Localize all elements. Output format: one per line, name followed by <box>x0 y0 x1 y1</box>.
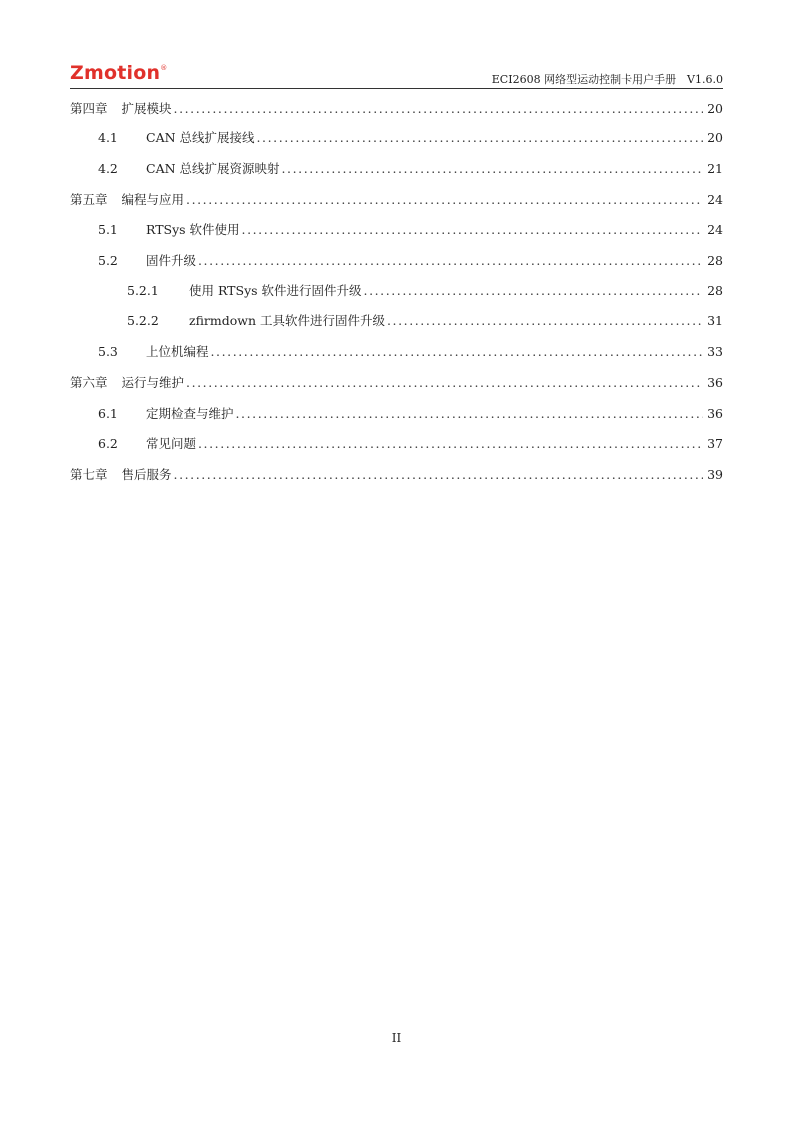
toc-leader-dots <box>198 432 703 456</box>
toc-page-number: 28 <box>707 253 723 268</box>
toc-entry[interactable] <box>98 432 723 456</box>
toc-page-number: 37 <box>707 436 723 451</box>
toc-entry[interactable] <box>70 97 723 121</box>
toc-page-number: 36 <box>707 375 723 390</box>
toc-entry[interactable] <box>98 126 723 150</box>
toc-title: 定期检查与维护 <box>146 406 234 421</box>
toc-leader-dots <box>236 402 703 426</box>
toc-title: 上位机编程 <box>146 344 209 359</box>
toc-leader-dots <box>174 463 703 487</box>
toc-page-number: 24 <box>707 192 723 207</box>
toc-leader-dots <box>364 279 703 303</box>
toc-title: zfirmdown 工具软件进行固件升级 <box>189 313 386 328</box>
toc-number: 4.1 <box>98 130 118 145</box>
toc-title: 编程与应用 <box>121 192 185 207</box>
document-title: ECI2608 网络型运动控制卡用户手册 V1.6.0 <box>491 73 723 86</box>
toc-leader-dots <box>198 249 703 273</box>
toc-page-number: 20 <box>707 101 723 116</box>
toc-entry[interactable] <box>127 279 723 303</box>
toc-number: 第四章 <box>70 101 108 116</box>
toc-number: 5.2 <box>98 253 118 268</box>
toc-page-number: 39 <box>707 467 723 482</box>
toc-entry[interactable] <box>70 371 723 395</box>
toc-leader-dots <box>242 218 703 242</box>
toc-number: 6.1 <box>98 406 118 421</box>
toc-leader-dots <box>174 97 703 121</box>
toc-leader-dots <box>387 309 703 333</box>
toc-title: 固件升级 <box>146 253 197 268</box>
toc-page-number: 36 <box>707 406 723 421</box>
toc-page-number: 24 <box>707 222 723 237</box>
toc-page-number: 31 <box>707 313 723 328</box>
toc-entry[interactable] <box>127 309 723 333</box>
toc-number: 5.3 <box>98 344 118 359</box>
toc-title: 运行与维护 <box>121 375 185 390</box>
toc-entry[interactable] <box>98 157 723 181</box>
toc-page-number: 28 <box>707 283 723 298</box>
toc-leader-dots <box>282 157 703 181</box>
toc-number: 5.2.2 <box>127 313 159 328</box>
toc-entry[interactable] <box>98 249 723 273</box>
page-number: II <box>391 1031 402 1045</box>
toc-entry[interactable] <box>98 218 723 242</box>
toc-number: 5.1 <box>98 222 118 237</box>
toc-number: 4.2 <box>98 161 118 176</box>
toc-page-number: 20 <box>707 130 723 145</box>
toc-leader-dots <box>257 126 703 150</box>
page-header <box>70 60 723 89</box>
toc-number: 5.2.1 <box>127 283 159 298</box>
toc-title: CAN 总线扩展接线 <box>146 130 255 145</box>
toc-number: 6.2 <box>98 436 118 451</box>
toc-title: 售后服务 <box>121 467 172 482</box>
toc-number: 第五章 <box>70 192 108 207</box>
toc-page-number: 21 <box>707 161 723 176</box>
toc-title: CAN 总线扩展资源映射 <box>146 161 280 176</box>
toc-entry[interactable] <box>98 340 723 364</box>
company-logo: Zmotion® <box>70 62 168 84</box>
toc-leader-dots <box>186 188 703 212</box>
toc-page-number: 33 <box>707 344 723 359</box>
toc-title: RTSys 软件使用 <box>146 222 240 237</box>
toc-entry[interactable] <box>98 402 723 426</box>
toc-entry[interactable] <box>70 188 723 212</box>
toc-entry[interactable] <box>70 463 723 487</box>
toc-leader-dots <box>186 371 703 395</box>
toc-leader-dots <box>211 340 703 364</box>
toc-title: 扩展模块 <box>121 101 172 116</box>
toc-number: 第六章 <box>70 375 108 390</box>
toc-number: 第七章 <box>70 467 108 482</box>
toc-title: 使用 RTSys 软件进行固件升级 <box>189 283 362 298</box>
toc-title: 常见问题 <box>146 436 197 451</box>
